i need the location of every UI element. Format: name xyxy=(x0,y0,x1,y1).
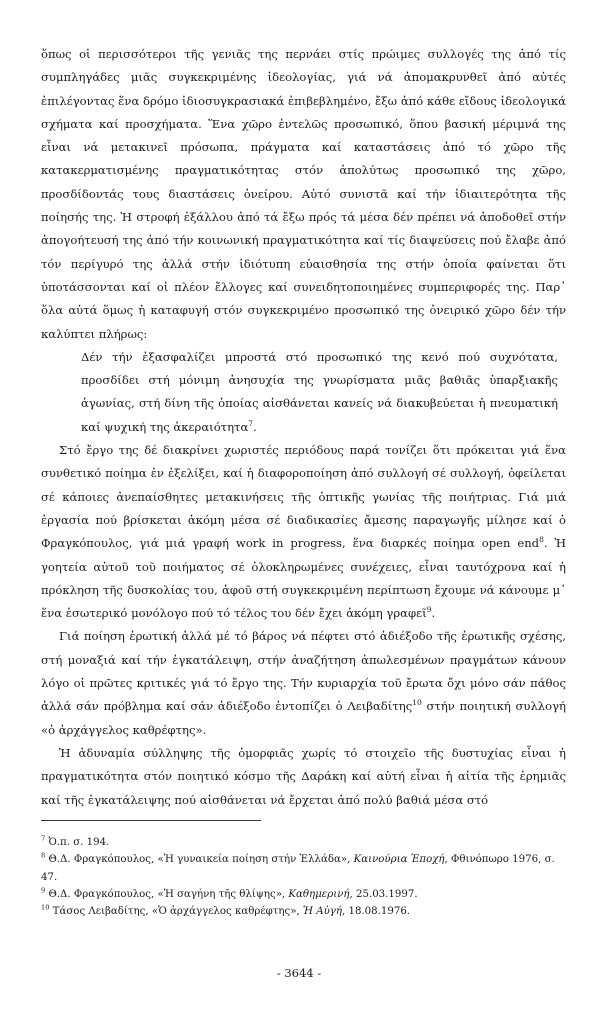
text-run: , 18.08.1976. xyxy=(342,906,411,918)
italic-title: Καινούρια Ἐποχή xyxy=(353,854,445,866)
paragraph xyxy=(41,43,566,346)
page-number: - 3644 - xyxy=(276,966,322,980)
footnote-marker: 9 xyxy=(426,605,432,615)
footnote-separator xyxy=(41,820,261,821)
footnote-marker: 7 xyxy=(41,834,46,843)
text-run: Θ.Δ. Φραγκόπουλος, «Ἡ σαγήνη τῆς θλίψης», xyxy=(45,888,289,900)
text-run: Γιά ποίηση ἐρωτική ἀλλά μέ τό βάρος νά πέφτει στό ἀδιέξοδο τῆς ἐρωτικῆς σχέσης, στή μοναξιά καί τήν ἐγκατάλειψη, στήν ἀναζήτηση ἀπωλεσμένων πραγμάτων κάνουν λόγο οἱ πρῶτες κριτικές γιά τό ἔργο της. Τήν κυριαρχία τοῦ ἔρωτα ὄχι μόνο σάν πάθος ἀλλά σάν πρόβλημα καί σάν ἀδιέξοδο ἐντοπίζει ὁ Λειβαδίτης xyxy=(41,629,566,714)
text-run: , Φθινόπωρο 1976, σ. 47. xyxy=(41,854,555,883)
paragraph xyxy=(41,625,566,741)
text-run: Ἡ ἀδυναμία σύλληψης τῆς ὀμορφιᾶς χωρίς τό στοιχεῖο τῆς δυστυχίας εἶναι ἡ πραγματικότητα στόν ποιητικό κόσμο τῆς Δαράκη καί αὐτή εἶναι ἡ αἰτία τῆς ἐρημιᾶς καί τῆς ἐγκατάλειψης πού αἰσθάνεται νά ἔρχεται ἀπό πολύ βαθιά μέσα στό xyxy=(41,745,566,807)
italic-title: Ἡ Αὐγή xyxy=(302,906,342,918)
text-run: ὅπως οἱ περισσότεροι τῆς γενιᾶς της περνάει στίς πρώιμες συλλογές της ἀπό τίς συμπληγάδες μιᾶς συγκεκριμένης ἰδεολογίας, γιά νά ἀπομακρυνθεῖ ἀπό αὐτές ἐπιλέγοντας ἕνα δρόμο ἰδιοσυγκρασιακά ἐπιβεβλημένο, ἔξω ἀπό κάθε εἴδους ἰδεολογικά σχήματα καί προσχήματα. Ἕνα χῶρο ἐντελῶς προσωπικό, ὅπου βασική μέριμνά της εἶναι νά μετακινεῖ πρόσωπα, πράγματα καί καταστάσεις ἀπό τό χῶρο τῆς κατακερματισμένης πραγματικότητας στόν ἀπολύτως προσωπικό της χῶρο, προσδίδοντάς τους διαστάσεις ὀνείρου. Αὐτό συνιστᾶ καί τήν ἰδιαιτερότητα τῆς ποίησής της. Ἡ στροφή ἐξάλλου ἀπό τά ἔξω πρός τά μέσα δέν πρέπει νά ἀποδοθεῖ στήν ἀπογοήτευσή της ἀπό τήν κοινωνική πραγματικότητα καί τίς διαψεύσεις πού ἔλαβε ἀπό τόν περίγυρό της ἀλλά στήν ἰδιότυπη εὐαισθησία της στήν ὁποία φαίνεται ὅτι ὑποτάσσονται καί οἱ πλέον ἔλλογες καί συνειδητοποιημένες συμπεριφορές της. Παρ᾿ ὅλα αὐτά ὅμως ἡ καταφυγή στόν συγκεκριμένο προσωπικό της ὀνειρικό χῶρο δέν τήν καλύπτει πλήρως: xyxy=(41,47,566,341)
footnote-marker: 10 xyxy=(41,903,50,912)
text-run: στήν ποιητική συλλογή «ὁ ἀρχάγγελος καθρέφτης». xyxy=(41,699,567,737)
text-run: Ὀ.π. σ. 194. xyxy=(45,837,110,848)
footnote xyxy=(41,851,566,886)
main-text xyxy=(41,43,566,812)
text-run: Δέν τήν ἐξασφαλίζει μπροστά στό προσωπικό της κενό πού συχνότατα, προσδίδει στή μόνιμη ἀνησυχία της γνωρίσματα μιᾶς βαθιᾶς ὑπαρξιακῆς ἀγωνίας, στή δίνη τῆς ὁποίας αἰσθάνεται κανείς νά διακυβεύεται ἡ πνευματική καί ψυχική της ἀκεραιότητα xyxy=(81,349,558,434)
footnote-marker: 8 xyxy=(539,535,544,545)
paragraph xyxy=(41,439,566,625)
text-run: Τάσος Λειβαδίτης, «Ὁ ἀρχάγγελος καθρέφτης», xyxy=(49,906,303,918)
text-run: , 25.03.1997. xyxy=(349,888,418,900)
text-run: . Ἡ γοητεία αὐτοῦ τοῦ ποιήματος σέ ὁλοκληρωμένες συνέχειες, εἶναι ταυτόχρονα καί ἡ πρόκληση τῆς δυσκολίας του, ἀφοῦ στή συγκεκριμένη περίπτωση ἔχουμε νά κάνουμε μ᾿ ἕνα ἐσωτερικό μονόλογο πού τό τέλος του δέν ἔχει ἀκόμη γραφεῖ xyxy=(41,536,566,621)
text-run: . xyxy=(253,419,257,434)
text-run: . xyxy=(431,606,436,621)
footnote-marker: 8 xyxy=(41,851,46,860)
footnote xyxy=(41,834,566,851)
footnote-marker: 7 xyxy=(248,418,254,428)
footnote-marker: 9 xyxy=(41,886,46,895)
footnote-marker: 10 xyxy=(412,698,422,708)
footnote xyxy=(41,886,566,903)
footnote xyxy=(41,903,566,920)
block-quote xyxy=(81,346,558,439)
text-run: Θ.Δ. Φραγκόπουλος, «Ἡ γυναικεία ποίηση στήν Ἑλλάδα», xyxy=(45,854,354,866)
italic-title: Καθημερινή xyxy=(288,888,350,900)
footnotes xyxy=(41,834,566,920)
paragraph xyxy=(41,742,566,812)
text-run: Στό ἔργο της δέ διακρίνει χωριστές περιόδους παρά τονίζει ὅτι πρόκειται γιά ἕνα συνθετικό ποίημα ἐν ἐξελίξει, καί ἡ διαφοροποίηση ἀπό συλλογή σέ συλλογή, ὀφείλεται σέ κάποιες ἀνεπαίσθητες μετακινήσεις τῆς ὀπτικῆς γωνίας τῆς ποιήτριας. Γιά μιά ἐργασία πού βρίσκεται ἀκόμη μέσα σέ διαδικασίες ἄμεσης παραγωγῆς μίλησε καί ὁ Φραγκόπουλος, γιά μιά γραφή work in progress, ἕνα διαρκές ποίημα open end xyxy=(41,443,566,551)
